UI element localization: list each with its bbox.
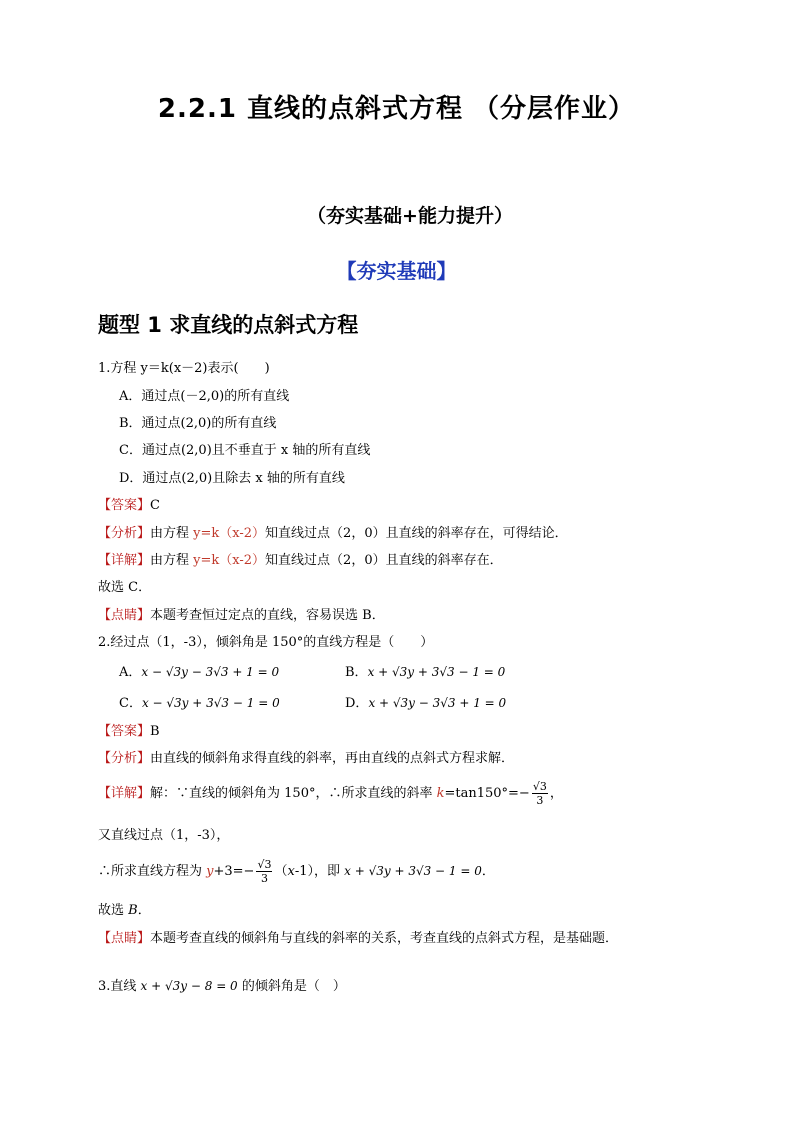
option-label: B． — [345, 665, 368, 680]
page-title: 2.2.1 直线的点斜式方程 （分层作业） — [157, 94, 636, 124]
question-type-heading: 题型 1 求直线的点斜式方程 — [98, 313, 359, 337]
option-equation: x + √3y + 3√3 − 1 = 0 — [367, 665, 506, 679]
comment-tag: 【点睛】 — [98, 608, 151, 623]
fraction — [532, 780, 548, 807]
option-equation: x − √3y + 3√3 − 1 = 0 — [141, 696, 280, 710]
q2-comment — [98, 931, 618, 947]
q2-stem: 2.经过点（1，-3），倾斜角是 150°的直线方程是（ ） — [98, 635, 434, 650]
option-label: C． — [119, 696, 142, 711]
answer-tag: 【答案】 — [98, 724, 151, 739]
detail-tag: 【详解】 — [98, 786, 151, 801]
page-subtitle: （夯实基础+能力提升） — [307, 205, 513, 227]
fraction-denominator: 3 — [536, 794, 544, 807]
analysis-tag: 【分析】 — [98, 751, 151, 766]
slope-variable: k — [436, 786, 445, 801]
q1-option-b: B．通过点(2,0)的所有直线 — [119, 416, 277, 431]
detail-text: （ — [274, 864, 288, 879]
q1-comment — [98, 608, 385, 624]
analysis-text: 由直线的倾斜角求得直线的斜率，再由直线的点斜式方程求解． — [150, 751, 515, 766]
detail-text: ． — [481, 864, 495, 879]
choose-text: 故选 — [98, 903, 129, 918]
q2-choose — [98, 903, 151, 919]
detail-text-post: 知直线过点（2，0）且直线的斜率存在． — [265, 553, 503, 568]
result-equation: x + √3y + 3√3 − 1 = 0 — [344, 864, 482, 878]
detail-text: 解：∵直线的倾斜角为 150°，∴所求直线的斜率 — [150, 786, 437, 801]
analysis-text-pre: 由方程 — [150, 526, 194, 541]
fraction-numerator: √3 — [257, 858, 272, 871]
stem-text: 的倾斜角是（ ） — [237, 979, 346, 994]
detail-text: =tan150°=− — [444, 786, 530, 801]
fraction-denominator: 3 — [260, 872, 268, 885]
answer-tag: 【答案】 — [98, 498, 151, 513]
q2-detail-line-3 — [98, 858, 495, 885]
stem-text: 3.直线 — [98, 979, 141, 994]
answer-value: B — [150, 724, 160, 739]
detail-equation: y=k（x-2） — [193, 553, 266, 568]
answer-value: C — [150, 498, 160, 513]
q1-analysis — [98, 526, 568, 542]
option-label: D． — [345, 696, 369, 711]
option-equation: x + √3y − 3√3 + 1 = 0 — [368, 696, 507, 710]
choose-letter: B — [128, 903, 138, 918]
detail-text: -1），即 — [294, 864, 345, 879]
analysis-equation: y=k（x-2） — [193, 526, 266, 541]
q1-detail — [98, 553, 503, 569]
analysis-text-post: 知直线过点（2，0）且直线的斜率存在，可得结论． — [265, 526, 568, 541]
comment-text: 本题考查恒过定点的直线，容易误选 B． — [150, 608, 385, 623]
q1-option-d: D．通过点(2,0)且除去 x 轴的所有直线 — [119, 471, 345, 486]
q1-stem: 1.方程 y＝k(x－2)表示( ) — [98, 361, 270, 376]
detail-text-pre: 由方程 — [150, 553, 194, 568]
detail-text: ， — [549, 786, 563, 801]
q1-choose: 故选 C． — [98, 580, 152, 595]
fraction — [256, 858, 272, 885]
q2-answer — [98, 724, 160, 740]
q3-stem — [98, 978, 346, 995]
q2-option-a — [119, 664, 279, 681]
section-heading: 【夯实基础】 — [336, 259, 457, 283]
comment-tag: 【点睛】 — [98, 931, 151, 946]
detail-tag: 【详解】 — [98, 553, 151, 568]
q2-option-d — [345, 695, 506, 712]
q2-detail-line-2: 又直线过点（1，-3）， — [98, 828, 230, 843]
detail-text: +3=− — [213, 864, 255, 879]
q2-analysis — [98, 751, 514, 767]
q2-option-c — [119, 695, 280, 712]
q1-option-a: A．通过点(－2,0)的所有直线 — [119, 389, 290, 404]
stem-equation: x + √3y − 8 = 0 — [140, 979, 238, 993]
q1-option-c: C．通过点(2,0)且不垂直于 x 轴的所有直线 — [119, 443, 371, 458]
y-variable: y — [206, 864, 214, 879]
option-equation: x − √3y − 3√3 + 1 = 0 — [141, 665, 280, 679]
choose-text: ． — [137, 903, 151, 918]
comment-text: 本题考查直线的倾斜角与直线的斜率的关系，考查直线的点斜式方程，是基础题． — [150, 931, 619, 946]
x-variable: x — [287, 864, 295, 879]
q2-detail-line-1 — [98, 780, 563, 807]
detail-text: ∴所求直线方程为 — [98, 864, 207, 879]
q2-option-b — [345, 664, 505, 681]
analysis-tag: 【分析】 — [98, 526, 151, 541]
q1-answer — [98, 498, 160, 514]
option-label: A． — [119, 665, 142, 680]
fraction-numerator: √3 — [532, 780, 547, 793]
